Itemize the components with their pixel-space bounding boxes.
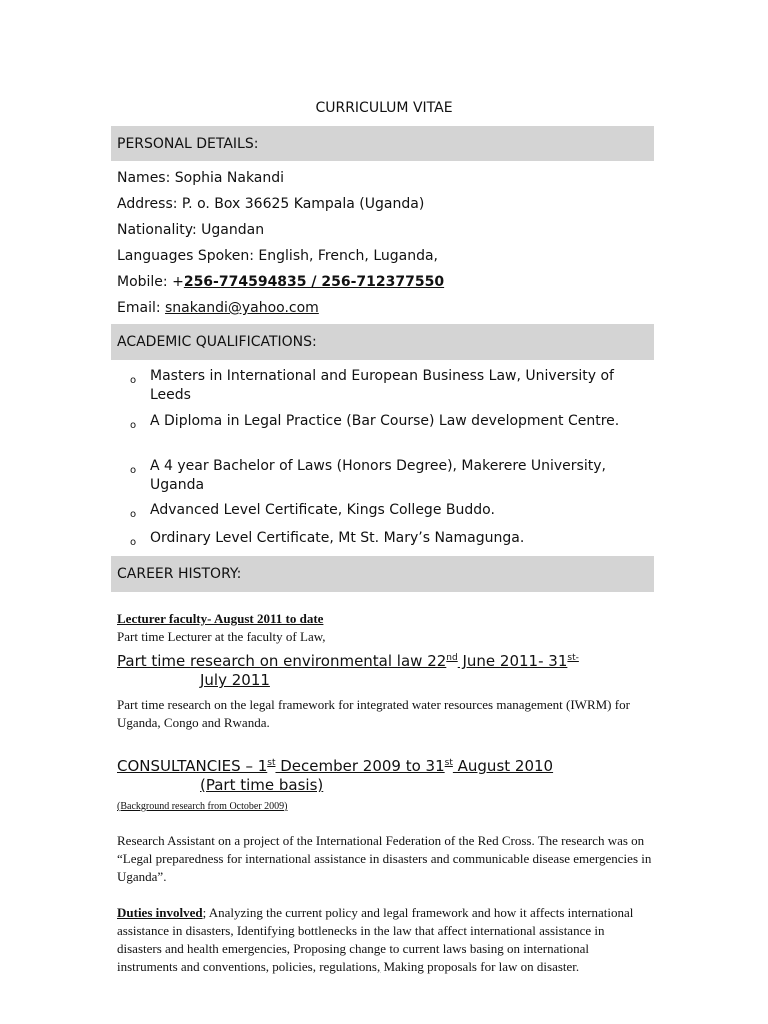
duties-label: Duties involved xyxy=(117,905,203,920)
research-description: Part time research on the legal framework for integrated water resources management (IWRM) for Uganda, Congo and Rwanda. xyxy=(117,697,630,730)
lecturer-title-text: Lecturer faculty- August 2011 to date xyxy=(117,611,324,626)
qualification-text: Ordinary Level Certificate, Mt St. Mary’s Namagunga. xyxy=(150,530,525,546)
career-heading-text: CAREER HISTORY: xyxy=(117,566,242,582)
languages-line: Languages Spoken: English, French, Luganda, xyxy=(117,248,439,264)
names-line: Names: Sophia Nakandi xyxy=(117,170,285,186)
nationality-line: Nationality: Ugandan xyxy=(117,222,265,238)
document-title: CURRICULUM VITAE xyxy=(315,100,453,116)
consultancies-title-sup: st xyxy=(267,758,276,768)
consultancies-title-part: December 2009 to 31 xyxy=(275,757,445,775)
bullet-icon: o xyxy=(130,465,137,476)
consultancies-description: Research Assistant on a project of the International Federation of the Red Cross. The research was on “Legal preparedness for international assistance in disasters and communicable disease emergencies in Uganda”. xyxy=(117,833,652,884)
bullet-icon: o xyxy=(130,537,137,548)
bullet-icon: o xyxy=(130,375,137,386)
email-line xyxy=(117,298,319,318)
email-link[interactable]: snakandi@yahoo.com xyxy=(165,300,319,316)
qualification-text: Masters in International and European Business Law, University of Leeds xyxy=(150,368,614,403)
address-line: Address: P. o. Box 36625 Kampala (Uganda) xyxy=(117,196,425,212)
personal-details-heading xyxy=(111,126,654,161)
consultancies-note xyxy=(117,801,288,813)
consultancies-title xyxy=(117,757,553,776)
consultancies-note-text: (Background research from October 2009) xyxy=(117,801,288,812)
bullet-icon: o xyxy=(130,420,137,431)
qualification-text: A Diploma in Legal Practice (Bar Course) Law development Centre. xyxy=(150,413,620,429)
consultancies-title-part: CONSULTANCIES – 1 xyxy=(117,757,268,775)
lecturer-title xyxy=(117,610,323,627)
academic-heading-text: ACADEMIC QUALIFICATIONS: xyxy=(117,334,317,350)
duties-paragraph xyxy=(117,904,652,976)
lecturer-description: Part time Lecturer at the faculty of Law, xyxy=(117,629,326,644)
consultancies-title-part: August 2010 xyxy=(452,757,554,775)
research-title xyxy=(117,652,579,671)
academic-qualifications-heading xyxy=(111,324,654,360)
research-title-part: Part time research on environmental law 22 xyxy=(117,652,447,670)
research-title-sup: nd xyxy=(446,653,458,663)
research-title-part: July 2011 xyxy=(200,671,270,689)
duties-text-end: Making proposals for law on disaster. xyxy=(380,959,580,974)
consultancies-basis xyxy=(200,776,323,795)
mobile-number: 256-774594835 / 256-712377550 xyxy=(183,274,445,290)
duties-comma: , xyxy=(376,959,381,974)
personal-details-heading-text: PERSONAL DETAILS: xyxy=(117,136,259,152)
bullet-icon: o xyxy=(130,509,137,520)
consultancies-title-sup: st xyxy=(444,758,453,768)
duties-text: ; Analyzing the current policy and legal framework and how it affects international assistance in disasters, Identifying bottlenecks in the law that affect international assistance in disasters and health emergencies, Proposing change to current laws basing on international instruments and conventions, policies, regulations xyxy=(117,905,634,974)
research-title-continued xyxy=(200,671,270,690)
consultancies-basis-text: (Part time basis) xyxy=(200,776,324,794)
email-label: Email: xyxy=(117,300,166,316)
mobile-label: Mobile: + xyxy=(117,274,184,290)
qualification-text: A 4 year Bachelor of Laws (Honors Degree), Makerere University, Uganda xyxy=(150,458,606,493)
career-history-heading xyxy=(111,556,654,592)
qualification-text: Advanced Level Certificate, Kings College Buddo. xyxy=(150,502,495,518)
research-title-sup: st- xyxy=(567,653,579,663)
research-title-part: June 2011- 31 xyxy=(457,652,568,670)
mobile-line xyxy=(117,272,444,292)
